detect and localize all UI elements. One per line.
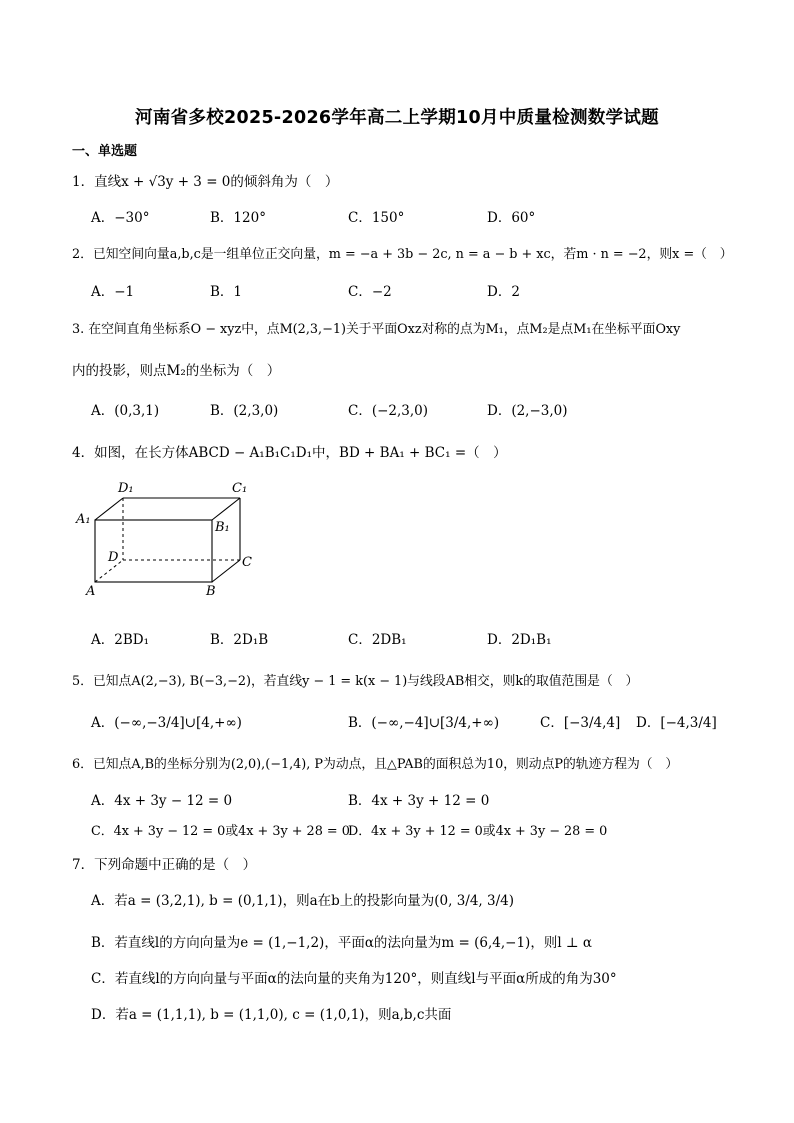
q4-option-a: A．2BD₁ <box>91 632 149 648</box>
q2-option-b: B．1 <box>210 284 243 300</box>
q7-option-a: A．若a = (3,2,1), b = (0,1,1)，则a在b上的投影向量为(0, 3/4, 3/4) <box>91 893 515 909</box>
q6-option-d: D．4x + 3y + 12 = 0或4x + 3y − 28 = 0 <box>348 824 608 839</box>
label-d1: D₁ <box>118 481 134 496</box>
question-7-stem: 7．下列命题中正确的是（ ） <box>72 857 257 873</box>
q7-option-b: B．若直线l的方向向量为e = (1,−1,2)，平面α的法向量为m = (6,4,−1)，则l ⊥ α <box>91 935 593 951</box>
q2-option-c: C．−2 <box>348 284 392 300</box>
q5-option-b: B．(−∞,−4]∪[3/4,+∞) <box>348 715 500 731</box>
q6-option-c: C．4x + 3y − 12 = 0或4x + 3y + 28 = 0 <box>91 824 350 839</box>
q2-option-a: A．−1 <box>91 284 135 300</box>
question-6-stem: 6．已知点A,B的坐标分别为(2,0),(−1,4), P为动点，且△PAB的面积总为10，则动点P的轨迹方程为（ ） <box>72 757 679 772</box>
label-a: A <box>86 584 96 599</box>
question-3-stem-line2: 内的投影，则点M₂的坐标为（ ） <box>72 363 281 379</box>
q7-option-c: C．若直线l的方向向量与平面α的法向量的夹角为120°，则直线l与平面α所成的角为30° <box>91 971 617 987</box>
label-d: D <box>108 550 119 565</box>
cuboid-diagram <box>72 478 262 606</box>
question-4-stem: 4．如图，在长方体ABCD − A₁B₁C₁D₁中，BD + BA₁ + BC₁ =（ ） <box>72 445 507 461</box>
label-b1: B₁ <box>215 520 230 535</box>
q1-option-d: D．60° <box>487 210 536 226</box>
q5-option-a: A．(−∞,−3/4]∪[4,+∞) <box>91 715 242 731</box>
q2-option-d: D．2 <box>487 284 520 300</box>
q3-option-a: A．(0,3,1) <box>91 403 160 419</box>
q3-option-c: C．(−2,3,0) <box>348 403 429 419</box>
page-title: 河南省多校2025-2026学年高二上学期10月中质量检测数学试题 <box>135 108 659 128</box>
question-1-stem: 1．直线x + √3y + 3 = 0的倾斜角为（ ） <box>72 174 339 190</box>
q6-option-a: A．4x + 3y − 12 = 0 <box>91 793 233 809</box>
label-a1: A₁ <box>76 512 91 527</box>
question-5-stem: 5．已知点A(2,−3), B(−3,−2)，若直线y − 1 = k(x − 1)与线段AB相交，则k的取值范围是（ ） <box>72 674 639 689</box>
q7-option-d: D．若a = (1,1,1), b = (1,1,0), c = (1,0,1)，则a,b,c共面 <box>91 1007 452 1023</box>
q1-option-b: B．120° <box>210 210 266 226</box>
section-heading: 一、单选题 <box>72 144 138 159</box>
label-c: C <box>242 555 252 570</box>
q4-option-b: B．2D₁B <box>210 632 269 648</box>
question-2-stem: 2．已知空间向量a,b,c是一组单位正交向量，m = −a + 3b − 2c, n = a − b + xc，若m · n = −2，则x =（ ） <box>72 247 733 262</box>
q4-option-c: C．2DB₁ <box>348 632 407 648</box>
q1-option-c: C．150° <box>348 210 405 226</box>
q5-option-c: C．[−3/4,4] <box>540 715 621 731</box>
q5-option-d: D．[−4,3/4] <box>636 715 717 731</box>
q6-option-b: B．4x + 3y + 12 = 0 <box>348 793 490 809</box>
q4-option-d: D．2D₁B₁ <box>487 632 552 648</box>
q1-option-a: A．−30° <box>91 210 150 226</box>
q3-option-d: D．(2,−3,0) <box>487 403 568 419</box>
label-b: B <box>206 584 216 599</box>
label-c1: C₁ <box>232 481 248 496</box>
question-3-stem: 3. 在空间直角坐标系O − xyz中，点M(2,3,−1)关于平面Oxz对称的点为M₁，点M₂是点M₁在坐标平面Oxy <box>72 322 681 337</box>
q3-option-b: B．(2,3,0) <box>210 403 279 419</box>
cuboid-figure <box>72 478 262 606</box>
